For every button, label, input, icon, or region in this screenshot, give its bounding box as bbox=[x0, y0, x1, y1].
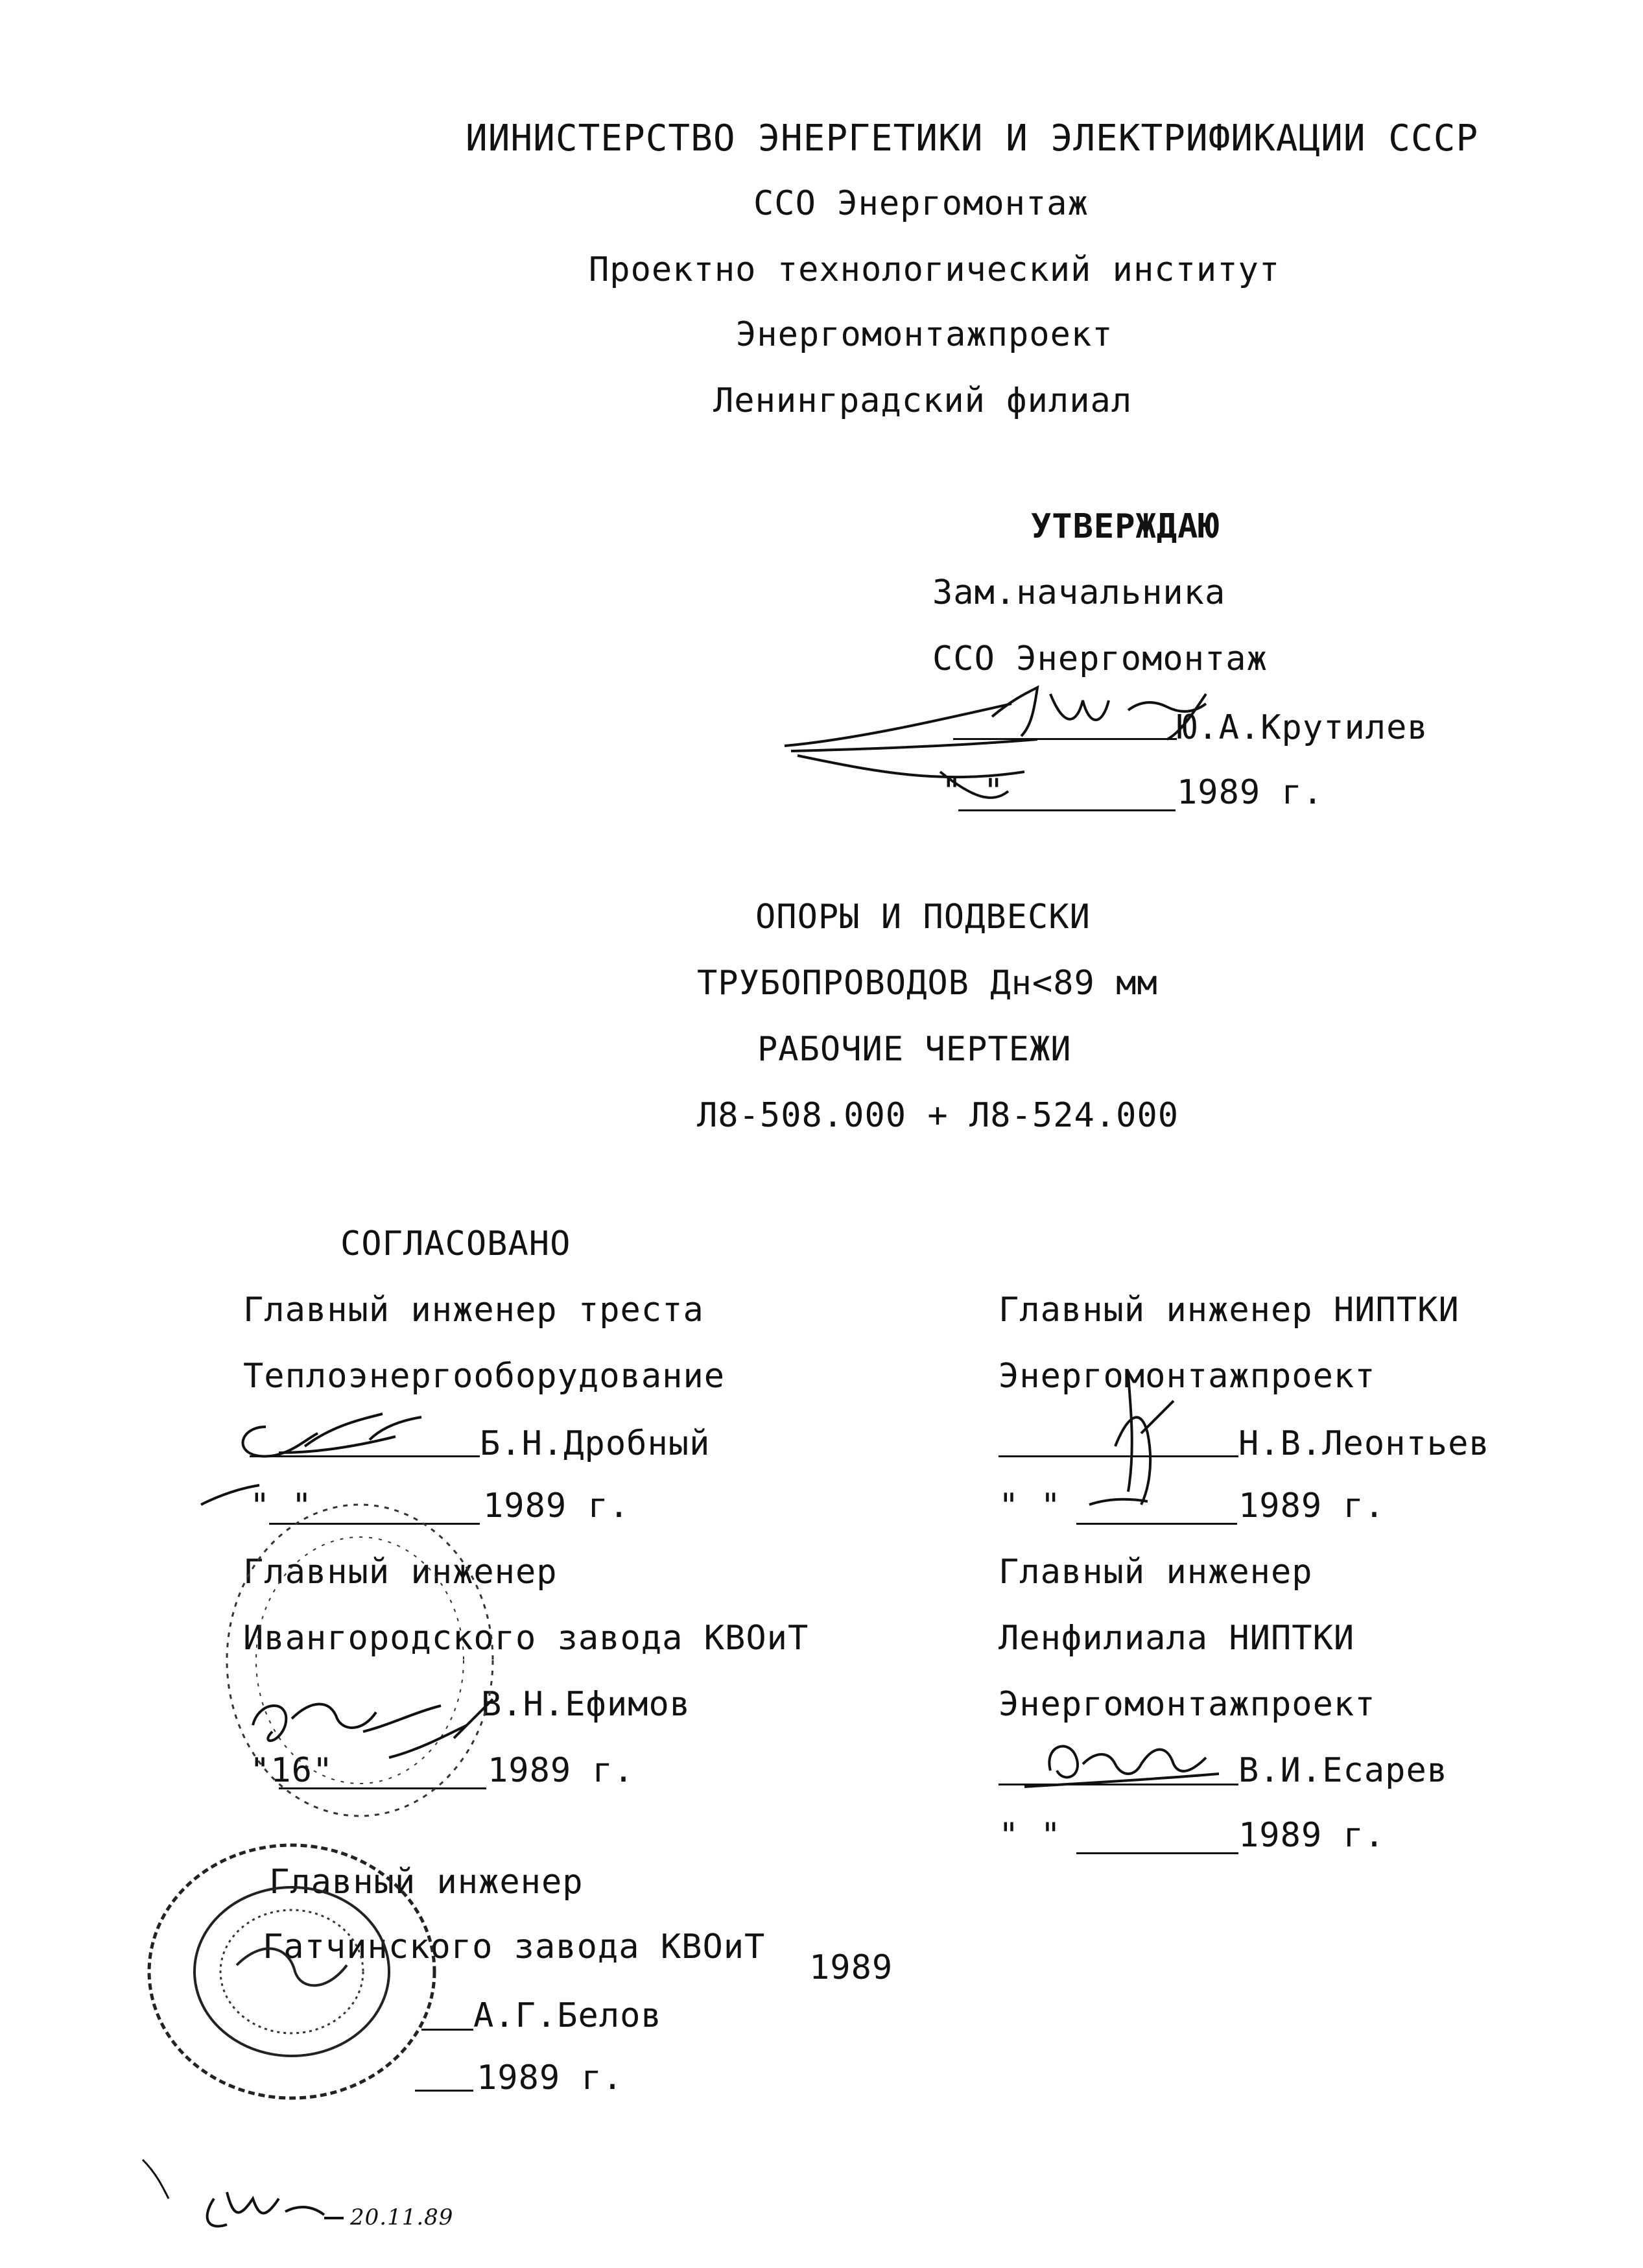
left2-signature bbox=[233, 1673, 506, 1784]
right2-date-line bbox=[1076, 1852, 1238, 1854]
right2-person: В.И.Есарев bbox=[1238, 1751, 1448, 1790]
right1-org: Энергомонтажпроект bbox=[999, 1357, 1376, 1396]
left3-org: Гатчинского завода КВОиТ bbox=[263, 1928, 766, 1966]
approval-org: ССО Энергомонтаж bbox=[932, 639, 1268, 678]
org-name: ССО Энергомонтаж bbox=[753, 184, 1089, 223]
gatchina-stamp bbox=[139, 1835, 444, 2108]
institute-title: Энергомонтажпроект bbox=[736, 315, 1113, 354]
left1-date-quote: " " bbox=[250, 1486, 313, 1525]
right1-signature bbox=[1076, 1336, 1232, 1531]
left3-person: А.Г.Белов bbox=[473, 1996, 662, 2035]
left1-date: 1989 г. bbox=[483, 1486, 630, 1525]
right2-org: Ленфилиала НИПТКИ bbox=[999, 1619, 1355, 1658]
left1-position: Главный инженер треста bbox=[243, 1291, 704, 1330]
agreed-heading: СОГЛАСОВАНО bbox=[340, 1224, 571, 1263]
approval-date: 1989 г. bbox=[1177, 773, 1324, 812]
right2-org2: Энергомонтажпроект bbox=[999, 1685, 1376, 1724]
right2-position: Главный инженер bbox=[999, 1553, 1313, 1592]
ministry-heading: ИИНИСТЕРСТВО ЭНЕРГЕТИКИ И ЭЛЕКТРИФИКАЦИИ СССР bbox=[466, 117, 1479, 160]
approval-signature bbox=[778, 674, 1284, 811]
left2-date: 1989 г. bbox=[488, 1751, 635, 1790]
right2-signature bbox=[1011, 1725, 1245, 1803]
doc-title-line2: ТРУБОПРОВОДОВ Дн<89 мм bbox=[697, 964, 1158, 1003]
left1-person: Б.Н.Дробный bbox=[480, 1424, 711, 1463]
left1-org: Теплоэнергооборудование bbox=[243, 1357, 726, 1396]
doc-code-range: Л8-508.000 + Л8-524.000 bbox=[697, 1096, 1179, 1135]
left2-date-quote: "16" bbox=[250, 1751, 334, 1790]
approval-person: Ю.А.Крутилев bbox=[1177, 708, 1428, 747]
institute-name: Проектно технологический институт bbox=[589, 250, 1281, 289]
right2-date-quote: " " bbox=[999, 1816, 1061, 1855]
right1-position: Главный инженер НИПТКИ bbox=[999, 1291, 1460, 1330]
left3-date: 1989 г. bbox=[477, 2059, 624, 2097]
approval-position: Зам.начальника bbox=[932, 573, 1226, 612]
branch-name: Ленинградский филиал bbox=[713, 381, 1133, 420]
left3-position: Главный инженер bbox=[269, 1863, 584, 1902]
left2-person: В.Н.Ефимов bbox=[481, 1685, 691, 1724]
doc-title-line1: ОПОРЫ И ПОДВЕСКИ bbox=[755, 898, 1091, 937]
approval-date-quote: " " bbox=[941, 772, 1004, 811]
right2-date: 1989 г. bbox=[1238, 1816, 1386, 1855]
left2-org: Ивангородского завода КВОиТ bbox=[243, 1619, 809, 1658]
footer-year: 1989 bbox=[809, 1948, 893, 1987]
doc-title-line3: РАБОЧИЕ ЧЕРТЕЖИ bbox=[757, 1030, 1072, 1069]
left2-position: Главный инженер bbox=[243, 1553, 558, 1592]
right1-date-quote: " " bbox=[999, 1486, 1061, 1525]
handwritten-note: 20.11.89 bbox=[350, 2204, 454, 2230]
approval-title: УТВЕРЖДАЮ bbox=[1031, 507, 1220, 546]
right1-person: Н.В.Леонтьев bbox=[1238, 1424, 1490, 1463]
right1-date: 1989 г. bbox=[1238, 1486, 1386, 1525]
